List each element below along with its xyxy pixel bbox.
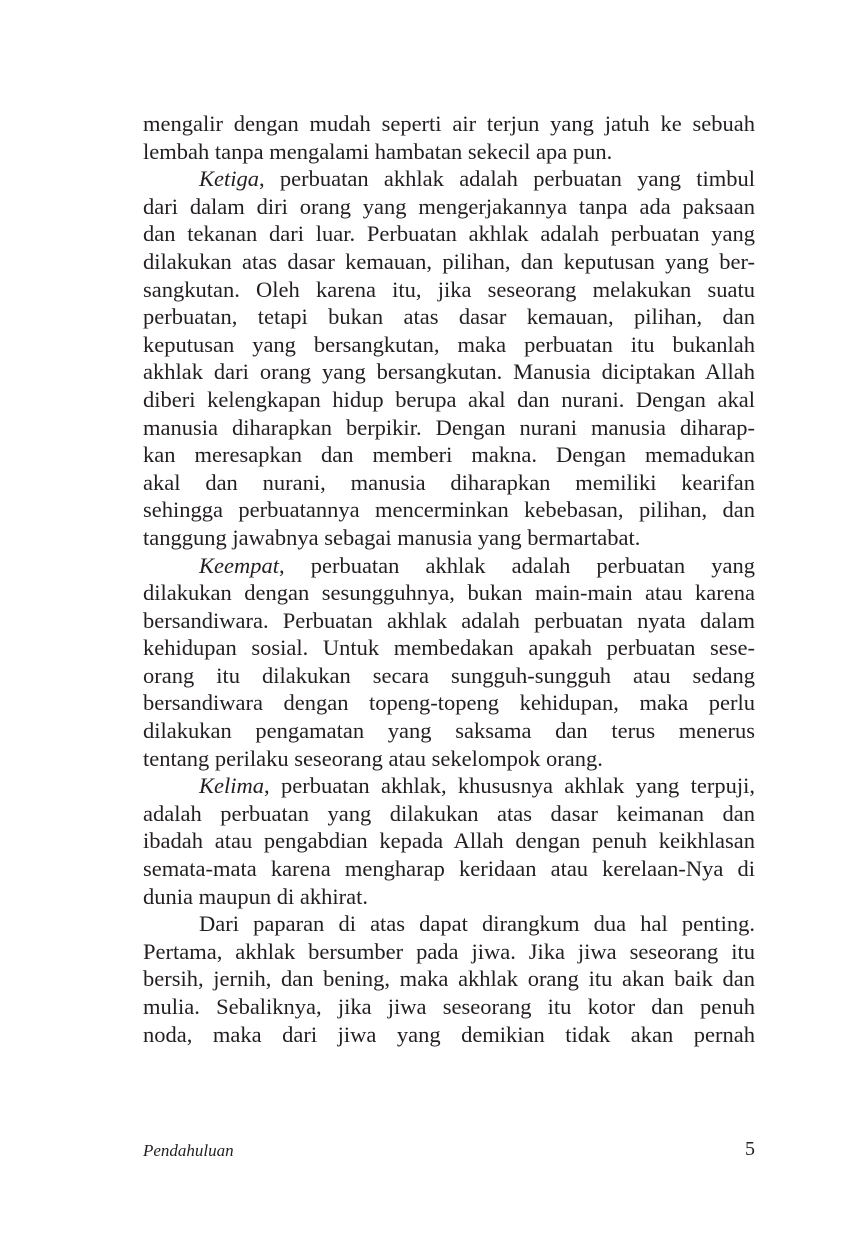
body-line: bersih, jernih, dan bening, maka akhlak orang itu akan baik dan bbox=[143, 966, 755, 992]
body-line: kan meresapkan dan memberi makna. Dengan memadukan bbox=[143, 442, 755, 468]
body-line: adalah perbuatan yang dilakukan atas dasar keimanan dan bbox=[143, 800, 755, 826]
body-text bbox=[143, 110, 755, 1048]
body-line: sangkutan. Oleh karena itu, jika seseorang melakukan suatu bbox=[143, 276, 755, 302]
body-line: dilakukan atas dasar kemauan, pilihan, dan keputusan yang ber- bbox=[143, 248, 755, 274]
body-line: keputusan yang bersangkutan, maka perbuatan itu bukanlah bbox=[143, 331, 755, 357]
body-line: Pertama, akhlak bersumber pada jiwa. Jika jiwa seseorang itu bbox=[143, 938, 755, 964]
enumeration-word: Ketiga bbox=[199, 166, 259, 192]
body-line: tentang perilaku seseorang atau sekelompok orang. bbox=[143, 745, 603, 771]
body-line: bersandiwara dengan topeng-topeng kehidupan, maka perlu bbox=[143, 690, 755, 716]
body-line: sehingga perbuatannya mencerminkan kebebasan, pilihan, dan bbox=[143, 497, 755, 523]
body-line: bersandiwara. Perbuatan akhlak adalah perbuatan nyata dalam bbox=[143, 607, 755, 633]
body-line-text: , perbuatan akhlak adalah perbuatan yang bbox=[278, 552, 755, 578]
body-line: dunia maupun di akhirat. bbox=[143, 883, 368, 909]
paragraph-keempat-first-line bbox=[143, 552, 755, 580]
body-line: mengalir dengan mudah seperti air terjun yang jatuh ke sebuah bbox=[143, 111, 755, 136]
body-line: dari dalam diri orang yang mengerjakannya tanpa ada paksaan bbox=[143, 193, 755, 219]
paragraph-ketiga-first-line bbox=[143, 165, 755, 193]
body-line: semata-mata karena mengharap keridaan atau kerelaan-Nya di bbox=[143, 856, 755, 882]
body-line: akal dan nurani, manusia diharapkan memiliki kearifan bbox=[143, 469, 755, 495]
body-line: mulia. Sebaliknya, jika jiwa seseorang itu kotor dan penuh bbox=[143, 994, 755, 1019]
running-footer-title: Pendahuluan bbox=[143, 1141, 234, 1160]
body-line: kehidupan sosial. Untuk membedakan apakah perbuatan sese- bbox=[143, 635, 755, 661]
paragraph-kelima-first-line bbox=[143, 772, 755, 800]
enumeration-word: Keempat bbox=[199, 552, 279, 578]
body-line-text: , perbuatan akhlak, khususnya akhlak yang terpuji, bbox=[264, 773, 755, 799]
body-line: noda, maka dari jiwa yang demikian tidak akan pernah bbox=[143, 1021, 755, 1047]
body-line: manusia diharapkan berpikir. Dengan nurani manusia diharap- bbox=[143, 414, 755, 440]
body-line: orang itu dilakukan secara sungguh-sungguh atau sedang bbox=[143, 662, 755, 688]
body-line: tanggung jawabnya sebagai manusia yang bermartabat. bbox=[143, 524, 641, 550]
enumeration-word: Kelima bbox=[199, 773, 264, 799]
page-number: 5 bbox=[745, 1138, 755, 1160]
body-line: akhlak dari orang yang bersangkutan. Manusia diciptakan Allah bbox=[143, 359, 755, 385]
body-line: lembah tanpa mengalami hambatan sekecil apa pun. bbox=[143, 138, 613, 164]
paragraph-summary-first-line: Dari paparan di atas dapat dirangkum dua hal penting. bbox=[199, 911, 755, 937]
body-line: dilakukan pengamatan yang saksama dan terus menerus bbox=[143, 718, 755, 744]
body-line-text: , perbuatan akhlak adalah perbuatan yang timbul bbox=[259, 166, 755, 192]
body-line: ibadah atau pengabdian kepada Allah dengan penuh keikhlasan bbox=[143, 828, 755, 854]
body-line: perbuatan, tetapi bukan atas dasar kemauan, pilihan, dan bbox=[143, 304, 755, 330]
body-line: dilakukan dengan sesungguhnya, bukan main-main atau karena bbox=[143, 580, 755, 606]
body-line: dan tekanan dari luar. Perbuatan akhlak adalah perbuatan yang bbox=[143, 221, 755, 247]
body-line: diberi kelengkapan hidup berupa akal dan nurani. Dengan akal bbox=[143, 386, 755, 412]
